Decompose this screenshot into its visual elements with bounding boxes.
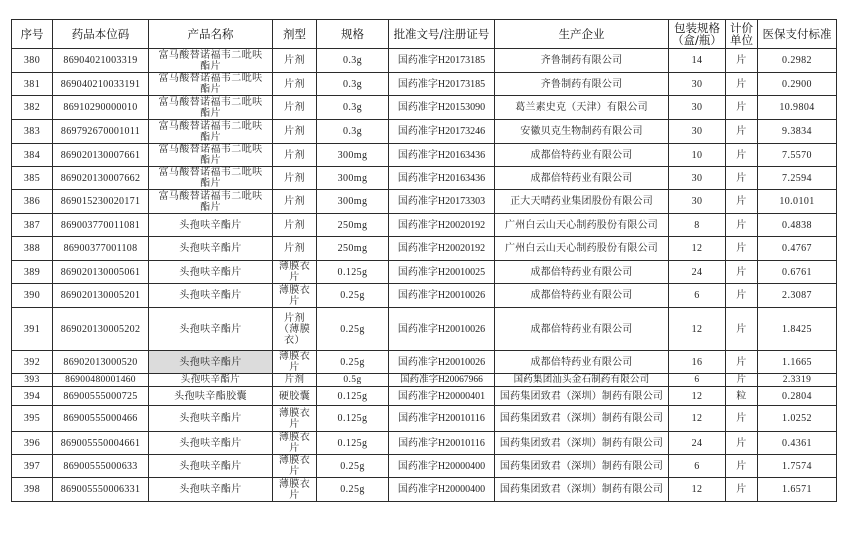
header-spec: 规格 — [317, 20, 389, 49]
cell-spec: 250mg — [317, 214, 389, 237]
cell-code: 86900555000725 — [53, 387, 149, 406]
cell-name: 富马酸替诺福韦二吡呋酯片 — [149, 190, 273, 214]
cell-pack: 30 — [669, 96, 726, 120]
cell-seq: 394 — [12, 387, 53, 406]
cell-form: 薄膜衣片 — [273, 478, 317, 502]
cell-seq: 386 — [12, 190, 53, 214]
table-row — [12, 73, 837, 96]
cell-form: 片剂 — [273, 167, 317, 190]
cell-price: 1.8425 — [758, 308, 837, 351]
cell-spec: 250mg — [317, 237, 389, 261]
cell-approval: 国药准字H20000400 — [389, 455, 495, 478]
cell-spec: 0.25g — [317, 284, 389, 308]
cell-code: 869020130007661 — [53, 144, 149, 167]
cell-maker: 成都倍特药业有限公司 — [495, 308, 669, 351]
cell-form: 薄膜衣片 — [273, 432, 317, 455]
cell-unit: 片 — [726, 96, 758, 120]
cell-pack: 24 — [669, 261, 726, 284]
cell-pack: 8 — [669, 214, 726, 237]
cell-approval: 国药准字H20010116 — [389, 406, 495, 432]
cell-spec: 0.3g — [317, 96, 389, 120]
cell-name: 富马酸替诺福韦二吡呋酯片 — [149, 167, 273, 190]
table-row — [12, 49, 837, 73]
cell-maker: 国药集团致君（深圳）制药有限公司 — [495, 406, 669, 432]
cell-form: 薄膜衣片 — [273, 261, 317, 284]
cell-unit: 粒 — [726, 387, 758, 406]
cell-approval: 国药准字H20000400 — [389, 478, 495, 502]
cell-name: 富马酸替诺福韦二吡呋酯片 — [149, 144, 273, 167]
cell-pack: 10 — [669, 144, 726, 167]
cell-spec: 0.25g — [317, 478, 389, 502]
cell-unit: 片 — [726, 261, 758, 284]
cell-name: 头孢呋辛酯片 — [149, 237, 273, 261]
cell-form: 片剂 — [273, 96, 317, 120]
cell-price: 10.9804 — [758, 96, 837, 120]
table-row — [12, 190, 837, 214]
cell-unit: 片 — [726, 190, 758, 214]
drug-price-table — [11, 19, 837, 502]
cell-price: 1.6571 — [758, 478, 837, 502]
cell-seq: 383 — [12, 120, 53, 144]
cell-name: 富马酸替诺福韦二吡呋酯片 — [149, 73, 273, 96]
cell-approval: 国药准字H20163436 — [389, 144, 495, 167]
cell-form: 片剂 — [273, 73, 317, 96]
cell-pack: 6 — [669, 455, 726, 478]
cell-pack: 12 — [669, 478, 726, 502]
cell-unit: 片 — [726, 351, 758, 374]
table-row — [12, 261, 837, 284]
header-seq: 序号 — [12, 20, 53, 49]
cell-seq: 380 — [12, 49, 53, 73]
cell-approval: 国药准字H20010026 — [389, 308, 495, 351]
cell-approval: 国药准字H20000401 — [389, 387, 495, 406]
cell-approval: 国药准字H20010026 — [389, 284, 495, 308]
cell-unit: 片 — [726, 49, 758, 73]
cell-maker: 齐鲁制药有限公司 — [495, 49, 669, 73]
cell-unit: 片 — [726, 214, 758, 237]
table-row — [12, 406, 837, 432]
cell-form: 硬胶囊 — [273, 387, 317, 406]
header-code: 药品本位码 — [53, 20, 149, 49]
table-row — [12, 120, 837, 144]
cell-approval: 国药准字H20173246 — [389, 120, 495, 144]
cell-price: 0.2804 — [758, 387, 837, 406]
cell-maker: 国药集团致君（深圳）制药有限公司 — [495, 432, 669, 455]
cell-approval: 国药准字H20153090 — [389, 96, 495, 120]
cell-name: 头孢呋辛酯片 — [149, 351, 273, 374]
cell-maker: 葛兰素史克（天津）有限公司 — [495, 96, 669, 120]
cell-form: 片剂 — [273, 49, 317, 73]
cell-seq: 395 — [12, 406, 53, 432]
cell-approval: 国药准字H20010026 — [389, 351, 495, 374]
cell-form: 片剂 — [273, 190, 317, 214]
cell-unit: 片 — [726, 237, 758, 261]
table-row — [12, 432, 837, 455]
cell-code: 86900555000633 — [53, 455, 149, 478]
cell-form: 薄膜衣片 — [273, 351, 317, 374]
cell-name: 头孢呋辛酯片 — [149, 478, 273, 502]
cell-seq: 398 — [12, 478, 53, 502]
cell-name: 富马酸替诺福韦二吡呋酯片 — [149, 120, 273, 144]
cell-unit: 片 — [726, 455, 758, 478]
header-name: 产品名称 — [149, 20, 273, 49]
table-row — [12, 478, 837, 502]
cell-form: 片剂 — [273, 144, 317, 167]
cell-form: 片剂 — [273, 374, 317, 387]
cell-spec: 0.125g — [317, 406, 389, 432]
cell-seq: 392 — [12, 351, 53, 374]
cell-pack: 14 — [669, 49, 726, 73]
cell-form: 片剂 — [273, 237, 317, 261]
table-row — [12, 96, 837, 120]
cell-name: 富马酸替诺福韦二吡呋酯片 — [149, 49, 273, 73]
cell-maker: 国药集团致君（深圳）制药有限公司 — [495, 387, 669, 406]
cell-spec: 0.25g — [317, 308, 389, 351]
cell-approval: 国药准字H20173303 — [389, 190, 495, 214]
cell-price: 7.2594 — [758, 167, 837, 190]
cell-price: 0.2982 — [758, 49, 837, 73]
cell-approval: 国药准字H20067966 — [389, 374, 495, 387]
cell-code: 86900555000466 — [53, 406, 149, 432]
cell-pack: 16 — [669, 351, 726, 374]
table-row — [12, 374, 837, 387]
table-row — [12, 284, 837, 308]
table-row — [12, 144, 837, 167]
cell-seq: 389 — [12, 261, 53, 284]
cell-unit: 片 — [726, 406, 758, 432]
cell-name: 头孢呋辛酯片 — [149, 214, 273, 237]
table-body — [12, 49, 837, 502]
table-row — [12, 351, 837, 374]
cell-approval: 国药准字H20010116 — [389, 432, 495, 455]
cell-maker: 正大天晴药业集团股份有限公司 — [495, 190, 669, 214]
cell-code: 86900377001108 — [53, 237, 149, 261]
cell-seq: 382 — [12, 96, 53, 120]
cell-price: 0.2900 — [758, 73, 837, 96]
cell-maker: 成都倍特药业有限公司 — [495, 351, 669, 374]
cell-unit: 片 — [726, 432, 758, 455]
cell-maker: 广州白云山天心制药股份有限公司 — [495, 214, 669, 237]
cell-code: 869020130005202 — [53, 308, 149, 351]
cell-price: 2.3319 — [758, 374, 837, 387]
cell-seq: 396 — [12, 432, 53, 455]
cell-pack: 30 — [669, 120, 726, 144]
table-row — [12, 167, 837, 190]
cell-form: 片剂 — [273, 120, 317, 144]
header-price: 医保支付标准 — [758, 20, 837, 49]
cell-price: 0.6761 — [758, 261, 837, 284]
table-row — [12, 387, 837, 406]
cell-seq: 381 — [12, 73, 53, 96]
cell-spec: 0.3g — [317, 120, 389, 144]
cell-price: 0.4767 — [758, 237, 837, 261]
cell-spec: 300mg — [317, 190, 389, 214]
cell-spec: 300mg — [317, 144, 389, 167]
cell-pack: 30 — [669, 167, 726, 190]
cell-code: 869005550006331 — [53, 478, 149, 502]
table-row — [12, 237, 837, 261]
cell-unit: 片 — [726, 374, 758, 387]
cell-unit: 片 — [726, 308, 758, 351]
cell-price: 10.0101 — [758, 190, 837, 214]
cell-form: 片剂（薄膜衣） — [273, 308, 317, 351]
cell-name: 头孢呋辛酯片 — [149, 308, 273, 351]
cell-name: 头孢呋辛酯片 — [149, 406, 273, 432]
cell-pack: 12 — [669, 308, 726, 351]
cell-approval: 国药准字H20020192 — [389, 214, 495, 237]
cell-approval: 国药准字H20020192 — [389, 237, 495, 261]
cell-spec: 0.125g — [317, 387, 389, 406]
cell-seq: 388 — [12, 237, 53, 261]
header-form: 剂型 — [273, 20, 317, 49]
cell-price: 1.7574 — [758, 455, 837, 478]
cell-seq: 385 — [12, 167, 53, 190]
cell-name: 头孢呋辛酯片 — [149, 374, 273, 387]
cell-code: 86900480001460 — [53, 374, 149, 387]
cell-unit: 片 — [726, 284, 758, 308]
cell-price: 0.4361 — [758, 432, 837, 455]
header-row — [12, 20, 837, 49]
cell-seq: 384 — [12, 144, 53, 167]
cell-price: 7.5570 — [758, 144, 837, 167]
cell-unit: 片 — [726, 73, 758, 96]
cell-code: 869003770011081 — [53, 214, 149, 237]
cell-pack: 24 — [669, 432, 726, 455]
cell-code: 869020130005201 — [53, 284, 149, 308]
cell-spec: 300mg — [317, 167, 389, 190]
cell-seq: 397 — [12, 455, 53, 478]
cell-name: 头孢呋辛酯胶囊 — [149, 387, 273, 406]
header-maker: 生产企业 — [495, 20, 669, 49]
cell-maker: 广州白云山天心制药股份有限公司 — [495, 237, 669, 261]
cell-spec: 0.3g — [317, 73, 389, 96]
cell-maker: 成都倍特药业有限公司 — [495, 284, 669, 308]
cell-maker: 国药集团致君（深圳）制药有限公司 — [495, 478, 669, 502]
cell-name: 头孢呋辛酯片 — [149, 455, 273, 478]
cell-code: 86910290000010 — [53, 96, 149, 120]
header-pack: 包装规格（盒/瓶） — [669, 20, 726, 49]
cell-maker: 成都倍特药业有限公司 — [495, 261, 669, 284]
cell-pack: 6 — [669, 284, 726, 308]
cell-price: 1.0252 — [758, 406, 837, 432]
cell-code: 869020130005061 — [53, 261, 149, 284]
cell-spec: 0.25g — [317, 351, 389, 374]
cell-price: 1.1665 — [758, 351, 837, 374]
header-unit: 计价单位 — [726, 20, 758, 49]
cell-maker: 安徽贝克生物制药有限公司 — [495, 120, 669, 144]
cell-unit: 片 — [726, 167, 758, 190]
cell-unit: 片 — [726, 144, 758, 167]
cell-approval: 国药准字H20173185 — [389, 73, 495, 96]
table-row — [12, 308, 837, 351]
cell-maker: 国药集团汕头金石制药有限公司 — [495, 374, 669, 387]
cell-spec: 0.5g — [317, 374, 389, 387]
cell-approval: 国药准字H20173185 — [389, 49, 495, 73]
cell-maker: 齐鲁制药有限公司 — [495, 73, 669, 96]
cell-spec: 0.125g — [317, 261, 389, 284]
cell-approval: 国药准字H20010025 — [389, 261, 495, 284]
cell-spec: 0.125g — [317, 432, 389, 455]
cell-approval: 国药准字H20163436 — [389, 167, 495, 190]
cell-form: 片剂 — [273, 214, 317, 237]
cell-code: 869020130007662 — [53, 167, 149, 190]
cell-pack: 12 — [669, 387, 726, 406]
cell-seq: 391 — [12, 308, 53, 351]
cell-name: 头孢呋辛酯片 — [149, 432, 273, 455]
table-row — [12, 455, 837, 478]
cell-code: 86902013000520 — [53, 351, 149, 374]
cell-spec: 0.3g — [317, 49, 389, 73]
cell-form: 薄膜衣片 — [273, 284, 317, 308]
cell-price: 0.4838 — [758, 214, 837, 237]
cell-maker: 成都倍特药业有限公司 — [495, 144, 669, 167]
cell-spec: 0.25g — [317, 455, 389, 478]
table-row — [12, 214, 837, 237]
table-header — [12, 20, 837, 49]
cell-pack: 12 — [669, 406, 726, 432]
header-approval: 批准文号/注册证号 — [389, 20, 495, 49]
cell-code: 869040210033191 — [53, 73, 149, 96]
cell-price: 9.3834 — [758, 120, 837, 144]
cell-code: 869015230020171 — [53, 190, 149, 214]
cell-seq: 390 — [12, 284, 53, 308]
cell-code: 86904021003319 — [53, 49, 149, 73]
cell-pack: 6 — [669, 374, 726, 387]
cell-seq: 387 — [12, 214, 53, 237]
cell-pack: 30 — [669, 73, 726, 96]
cell-name: 头孢呋辛酯片 — [149, 261, 273, 284]
cell-name: 富马酸替诺福韦二吡呋酯片 — [149, 96, 273, 120]
cell-unit: 片 — [726, 120, 758, 144]
cell-pack: 12 — [669, 237, 726, 261]
cell-unit: 片 — [726, 478, 758, 502]
cell-code: 869005550004661 — [53, 432, 149, 455]
cell-pack: 30 — [669, 190, 726, 214]
cell-code: 869792670001011 — [53, 120, 149, 144]
cell-maker: 国药集团致君（深圳）制药有限公司 — [495, 455, 669, 478]
cell-maker: 成都倍特药业有限公司 — [495, 167, 669, 190]
cell-form: 薄膜衣片 — [273, 455, 317, 478]
cell-seq: 393 — [12, 374, 53, 387]
cell-price: 2.3087 — [758, 284, 837, 308]
cell-name: 头孢呋辛酯片 — [149, 284, 273, 308]
cell-form: 薄膜衣片 — [273, 406, 317, 432]
